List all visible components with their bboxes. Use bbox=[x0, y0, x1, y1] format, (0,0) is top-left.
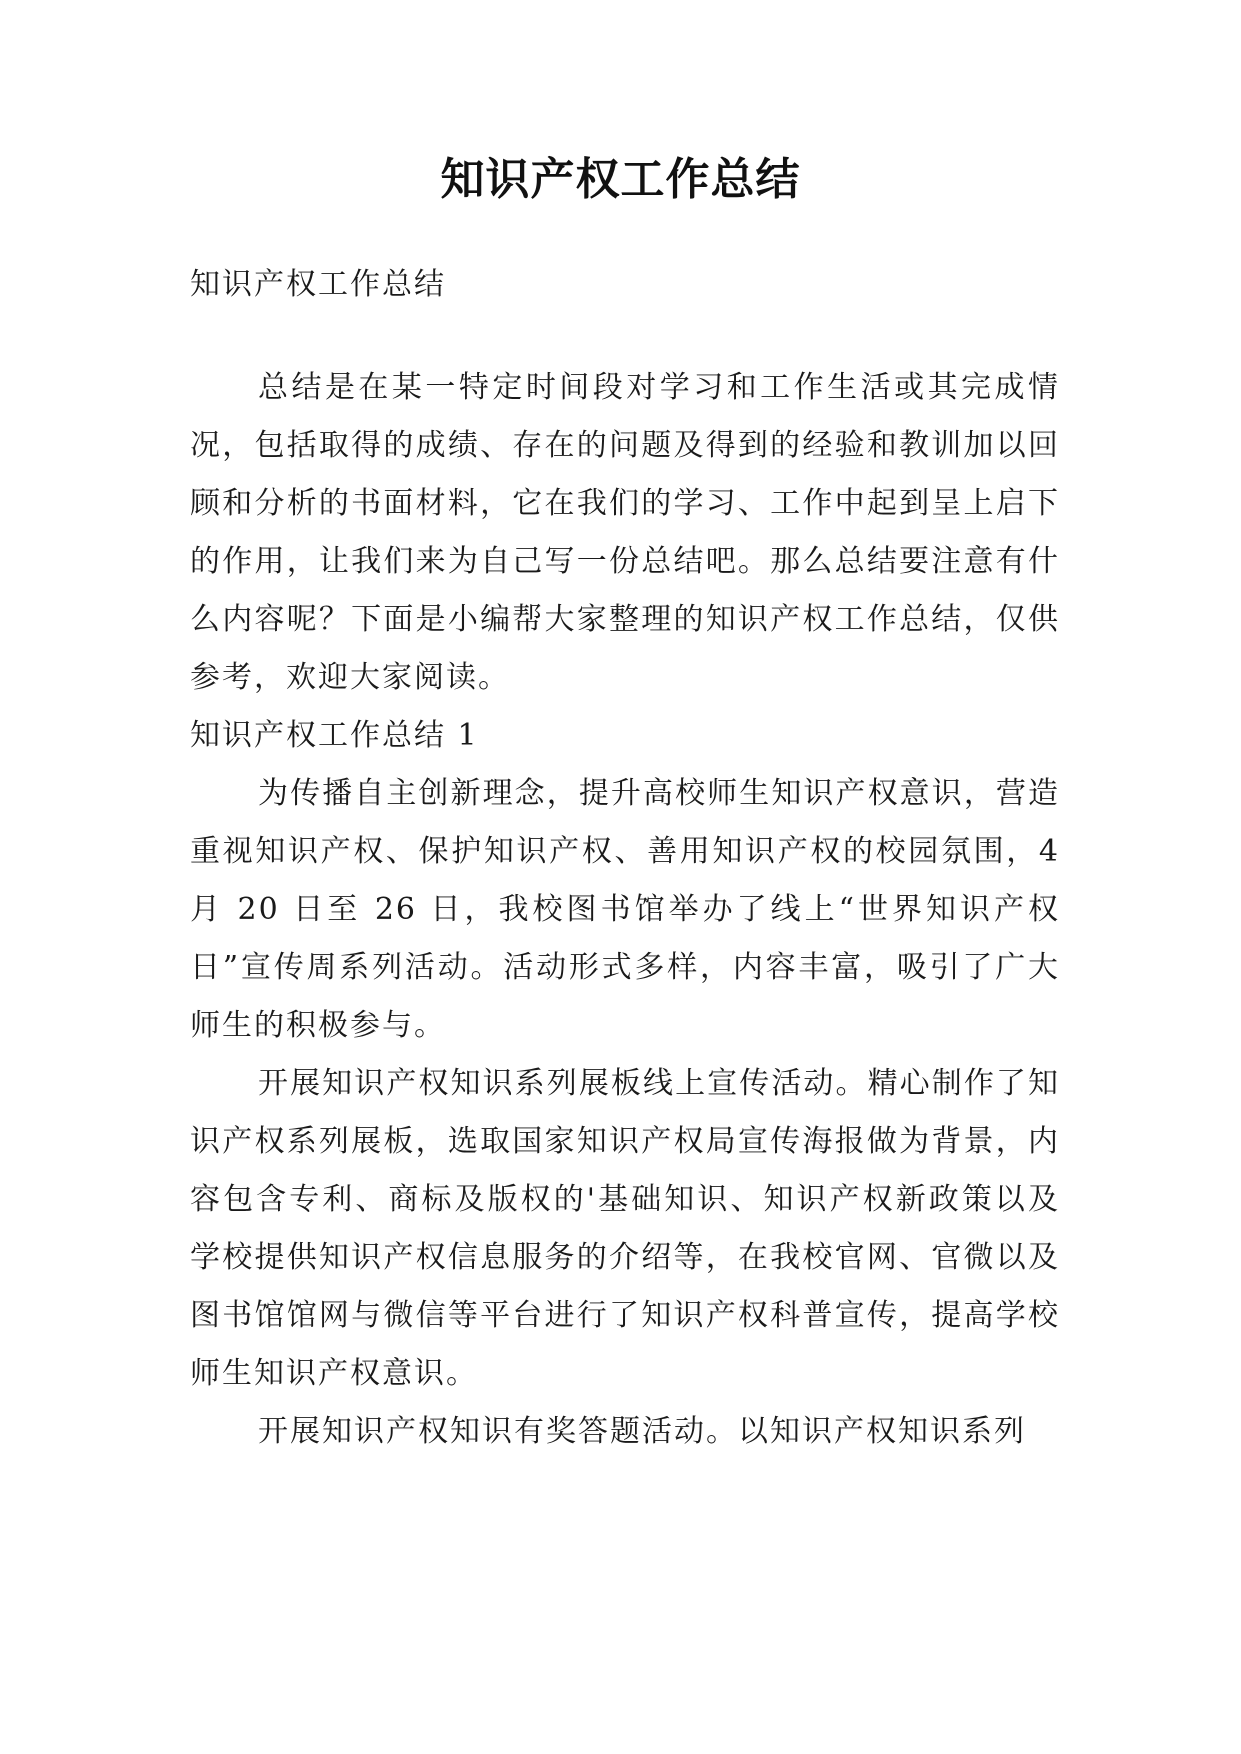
intro-paragraph: 总结是在某一特定时间段对学习和工作生活或其完成情况，包括取得的成绩、存在的问题及得到的经验和教训加以回顾和分析的书面材料，它在我们的学习、工作中起到呈上启下的作用，让我们来为自己写一份总结吧。那么总结要注意有什么内容呢？下面是小编帮大家整理的知识产权工作总结，仅供参考，欢迎大家阅读。 bbox=[190, 370, 1060, 695]
document-title: 知识产权工作总结 bbox=[440, 154, 801, 205]
body-paragraph-2: 开展知识产权知识系列展板线上宣传活动。精心制作了知识产权系列展板，选取国家知识产权局宣传海报做为背景，内容包含专利、商标及版权的'基础知识、知识产权新政策以及学校提供知识产权信息服务的介绍等，在我校官网、官微以及图书馆馆网与微信等平台进行了知识产权科普宣传，提高学校师生知识产权意识。 bbox=[190, 1066, 1060, 1391]
document-subtitle: 知识产权工作总结 bbox=[190, 267, 446, 302]
body-paragraph-1: 为传播自主创新理念，提升高校师生知识产权意识，营造重视知识产权、保护知识产权、善用知识产权的校园氛围，4 月 20 日至 26 日，我校图书馆举办了线上“世界知识产权日”宣传周系列活动。活动形式多样，内容丰富，吸引了广大师生的积极参与。 bbox=[190, 776, 1060, 1043]
section-heading: 知识产权工作总结 1 bbox=[190, 718, 479, 753]
body-paragraph-3: 开展知识产权知识有奖答题活动。以知识产权知识系列 bbox=[258, 1414, 1026, 1449]
